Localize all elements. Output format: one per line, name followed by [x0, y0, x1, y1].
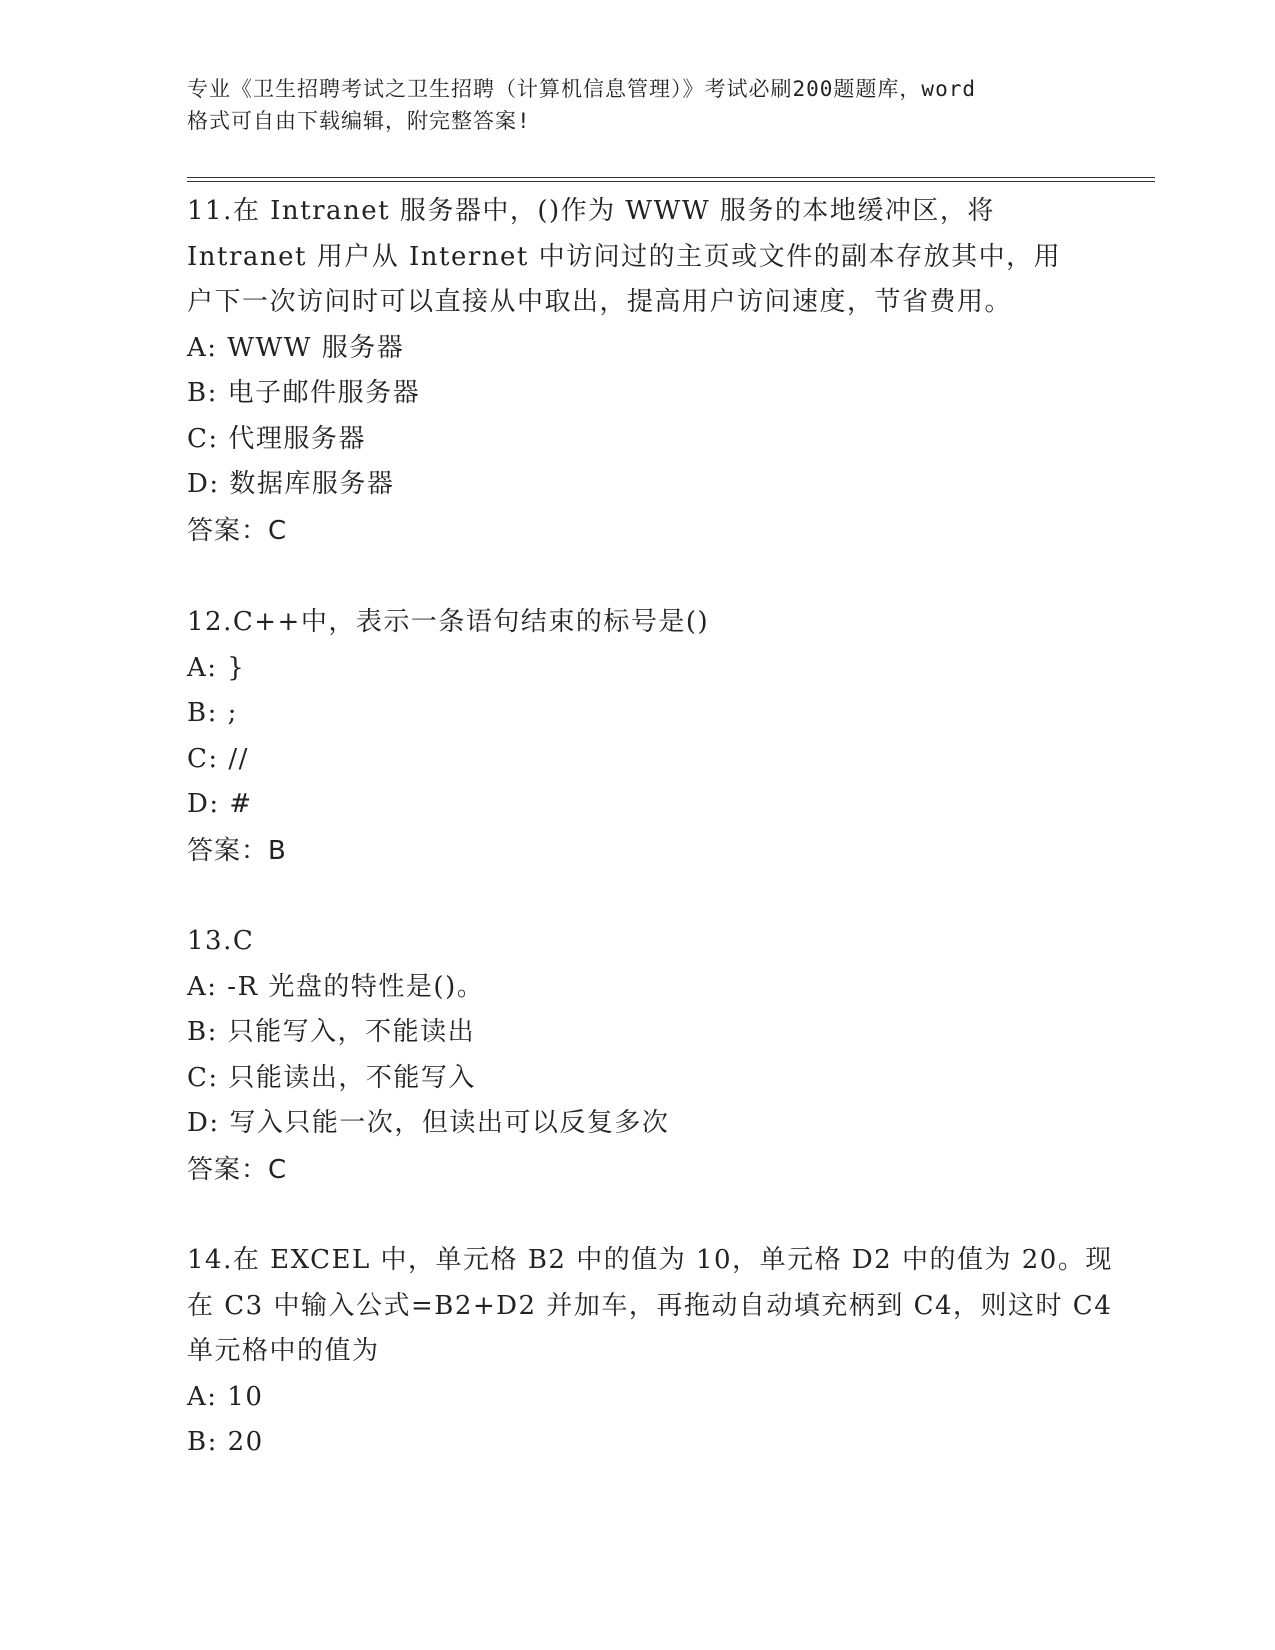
option-a: A: WWW 服务器	[187, 332, 405, 363]
header-divider	[187, 177, 1155, 182]
question-12	[187, 600, 1087, 874]
answer: 答案：B	[187, 835, 287, 866]
option-a: A: }	[187, 652, 246, 683]
question-stem-line: 单元格中的值为	[187, 1336, 380, 1366]
option-b: B: ;	[187, 698, 238, 728]
question-14	[187, 1238, 1113, 1466]
answer: 答案：C	[187, 1154, 288, 1185]
option-b: B: 只能写入，不能读出	[187, 1017, 476, 1047]
question-stem-line: 12.C++中，表示一条语句结束的标号是()	[187, 607, 710, 637]
question-stem-line: 11.在 Intranet 服务器中，()作为 WWW 服务的本地缓冲区，将	[187, 196, 995, 226]
header-line-2: 格式可自由下载编辑，附完整答案!	[187, 109, 531, 133]
option-c: C: //	[187, 743, 249, 774]
option-d: D: #	[187, 789, 253, 819]
document-header	[187, 73, 1087, 137]
option-c: C: 只能读出，不能写入	[187, 1062, 476, 1093]
question-stem-line: 14.在 EXCEL 中，单元格 B2 中的值为 10，单元格 D2 中的值为 20。现	[187, 1245, 1113, 1275]
question-13	[187, 919, 1087, 1193]
option-d: D: 数据库服务器	[187, 469, 395, 499]
question-stem-line: 户下一次访问时可以直接从中取出，提高用户访问速度，节省费用。	[187, 287, 1013, 317]
question-stem-line: 13.C	[187, 926, 255, 956]
question-stem-line: 在 C3 中输入公式=B2+D2 并加车，再拖动自动填充柄到 C4，则这时 C4	[187, 1290, 1113, 1321]
option-c: C: 代理服务器	[187, 423, 366, 454]
question-11	[187, 189, 1087, 554]
option-d: D: 写入只能一次，但读出可以反复多次	[187, 1108, 670, 1138]
header-line-1: 专业《卫生招聘考试之卫生招聘（计算机信息管理）》考试必刷200题题库，word	[187, 77, 976, 101]
option-b: B: 电子邮件服务器	[187, 378, 421, 408]
option-b: B: 20	[187, 1427, 264, 1457]
question-stem-line: Intranet 用户从 Internet 中访问过的主页或文件的副本存放其中，用	[187, 241, 1062, 272]
option-a: A: -R 光盘的特性是()。	[187, 971, 485, 1002]
option-a: A: 10	[187, 1381, 264, 1412]
answer: 答案：C	[187, 515, 288, 546]
